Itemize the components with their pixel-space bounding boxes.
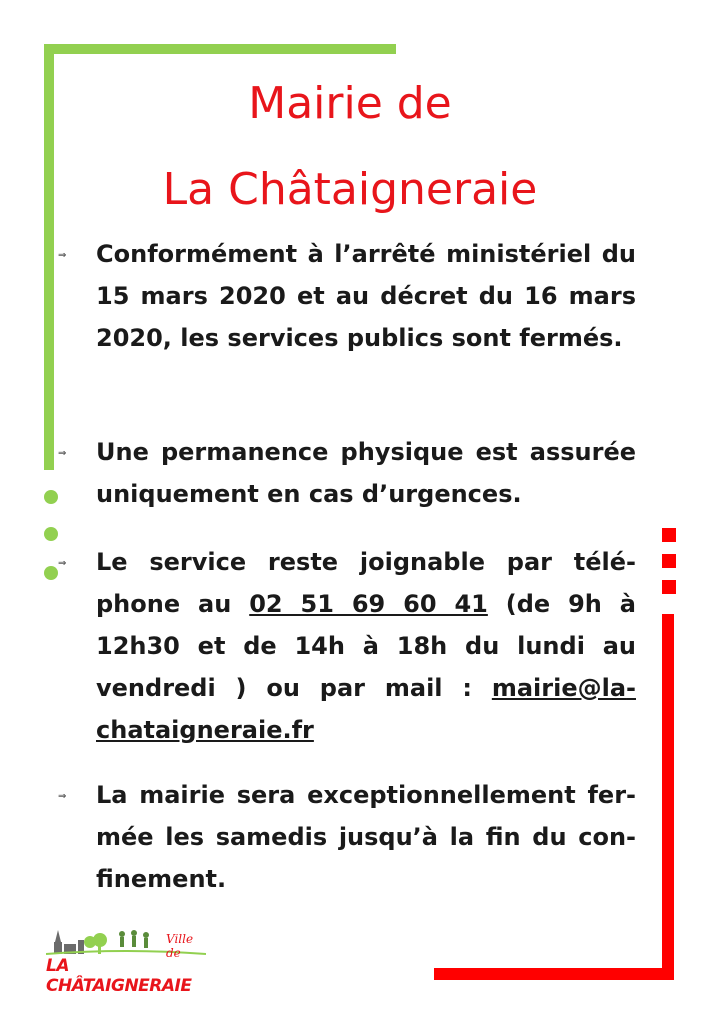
arrow-bullet-icon: ⇒	[58, 558, 67, 569]
contact-text-hours: (de 9h à 12h30 et de 14h à 18h du lundi au vendredi ) ou par mail :	[96, 590, 636, 702]
contact-text-intro: Le service reste joignable par téléphone au	[96, 548, 636, 618]
email-link[interactable]: mairie@lachataigneraie.fr	[96, 674, 636, 744]
notice-paragraph-1: Conformément à l’arrêté ministériel du 15 mars 2020 et au décret du 16 mars 2020, les services publics sont fermés.	[96, 240, 636, 352]
red-square	[662, 528, 676, 542]
page-title-line2: La Châtaigneraie	[162, 164, 538, 215]
green-dot	[44, 566, 58, 580]
green-frame-left	[44, 44, 54, 470]
red-square	[662, 580, 676, 594]
green-dot	[44, 490, 58, 504]
notice-paragraph-3	[96, 541, 636, 751]
green-frame-top	[44, 44, 396, 54]
logo-town-name: LA CHÂTAIGNERAIE	[46, 956, 192, 996]
green-dot	[44, 527, 58, 541]
red-frame-bottom	[434, 968, 674, 980]
arrow-bullet-icon: ⇒	[58, 448, 67, 459]
arrow-bullet-icon: ⇒	[58, 791, 67, 802]
red-square	[662, 554, 676, 568]
page-title-line1: Mairie de	[248, 78, 452, 129]
notice-paragraph-4: La mairie sera exceptionnellement fermée les samedis jusqu’à la fin du confinement.	[96, 781, 636, 893]
arrow-bullet-icon: ⇒	[58, 250, 67, 261]
red-frame-right	[662, 614, 674, 980]
town-logo	[46, 928, 206, 996]
logo-ville-de: Ville de	[166, 932, 194, 960]
phone-number-link[interactable]: 02 51 69 60 41	[249, 590, 488, 618]
notice-paragraph-2: Une permanence physique est assurée uniquement en cas d’urgences.	[96, 438, 636, 508]
